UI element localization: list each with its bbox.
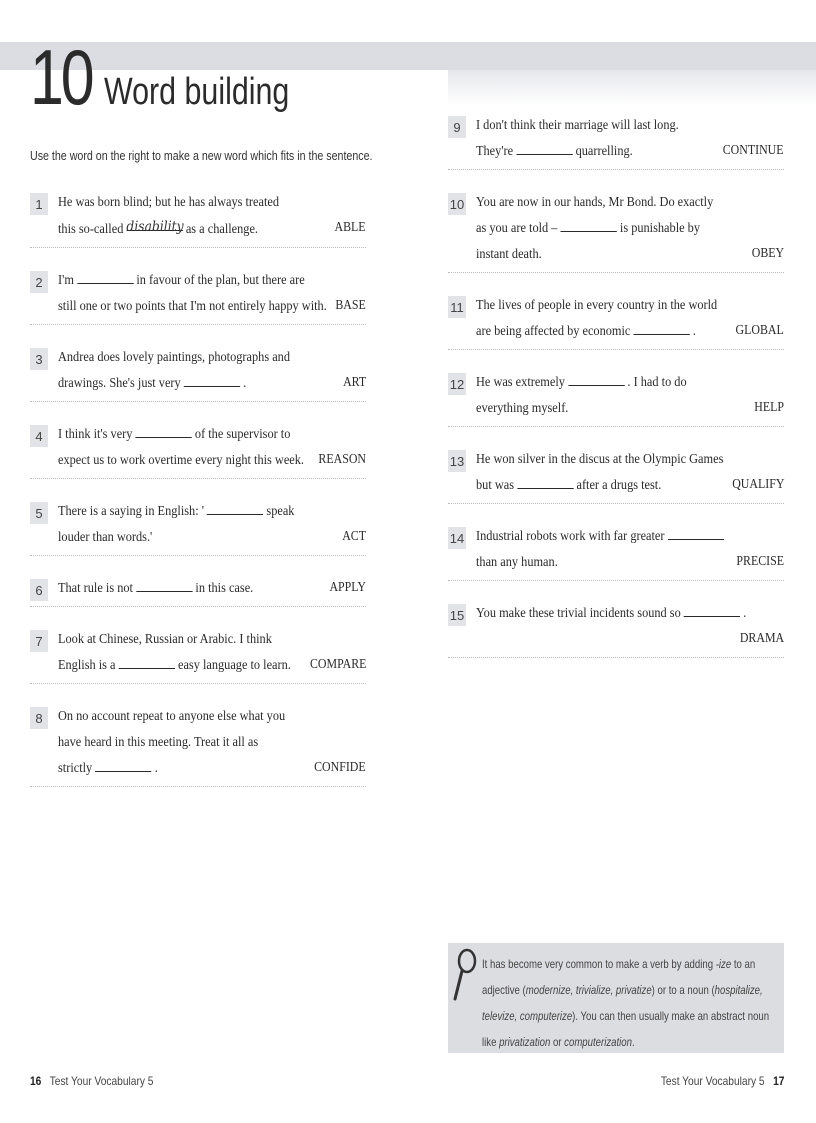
exercise-item <box>448 524 784 581</box>
left-page-number: 16 <box>30 1074 42 1088</box>
keyword: GLOBAL <box>735 323 784 338</box>
answer-blank[interactable] <box>517 474 573 489</box>
item-number: 6 <box>30 579 48 601</box>
item-number: 9 <box>448 116 466 138</box>
answer-blank[interactable] <box>95 757 151 772</box>
item-sentence <box>58 345 366 397</box>
tip-example: modernize, trivialize, privatize <box>525 983 652 997</box>
exercise-item <box>30 704 366 787</box>
tip-segment: ) or to a noun ( <box>651 983 715 997</box>
answer-blank[interactable] <box>126 216 184 235</box>
keyword: OBEY <box>751 246 784 261</box>
sentence-line: Industrial robots work with far greater <box>476 524 747 550</box>
keyword: ART <box>342 375 366 390</box>
exercise-item <box>30 190 366 248</box>
exercise-item <box>30 627 366 684</box>
sentence-line: Look at Chinese, Russian or Arabic. I think <box>58 632 272 647</box>
exercise-item <box>30 345 366 402</box>
answer-blank[interactable] <box>184 372 240 387</box>
tip-example: hospitalize, televize, computerize <box>482 983 763 1023</box>
sentence-line: have heard in this meeting. Treat it all as <box>58 735 259 750</box>
sentence-line: I don't think their marriage will last long. <box>476 118 679 133</box>
handwritten-answer: disability <box>126 219 184 235</box>
chapter-heading <box>30 33 336 121</box>
answer-blank[interactable] <box>568 371 624 386</box>
right-book-title: Test Your Vocabulary 5 <box>660 1074 765 1088</box>
item-number: 3 <box>30 348 48 370</box>
instruction-text: Use the word on the right to make a new word which fits in the sentence. <box>30 148 373 163</box>
footer-left <box>30 1074 153 1088</box>
left-exercise-column <box>30 190 366 807</box>
keyword: DRAMA <box>739 631 784 646</box>
sentence-line: He was extremely . I had to do <box>476 370 747 396</box>
tip-example: -ize <box>715 957 732 971</box>
item-number: 14 <box>448 527 466 549</box>
sentence-line: instant death. <box>476 247 542 262</box>
item-sentence <box>58 422 366 474</box>
sentence-line: He was born blind; but he has always treated <box>58 195 280 210</box>
item-sentence <box>476 601 784 653</box>
answer-blank[interactable] <box>136 577 192 592</box>
exercise-item <box>448 113 784 170</box>
keyword: ACT <box>342 529 366 544</box>
answer-blank[interactable] <box>77 269 133 284</box>
answer-blank[interactable] <box>684 602 740 617</box>
sentence-line: Andrea does lovely paintings, photographs and <box>58 350 290 365</box>
item-number: 15 <box>448 604 466 626</box>
tip-segment: to an adjective ( <box>482 957 756 997</box>
answer-blank[interactable] <box>207 500 263 515</box>
item-sentence <box>476 293 784 345</box>
item-sentence <box>58 268 366 320</box>
sentence-line: English is a easy language to learn. <box>58 653 329 679</box>
answer-blank[interactable] <box>561 217 617 232</box>
item-number: 12 <box>448 373 466 395</box>
item-number: 13 <box>448 450 466 472</box>
item-sentence <box>476 370 784 422</box>
chapter-number: 10 <box>30 33 92 121</box>
item-number: 4 <box>30 425 48 447</box>
sentence-line: I think it's very of the supervisor to <box>58 422 329 448</box>
answer-blank[interactable] <box>136 423 192 438</box>
right-page-number: 17 <box>772 1074 784 1088</box>
item-number: 5 <box>30 502 48 524</box>
item-sentence <box>58 704 366 782</box>
sentence-line: I'm in favour of the plan, but there are <box>58 268 329 294</box>
right-exercise-column <box>448 113 784 678</box>
item-number: 2 <box>30 271 48 293</box>
sentence-line: are being affected by economic . <box>476 319 747 345</box>
exercise-item <box>30 499 366 556</box>
item-sentence <box>58 499 366 551</box>
keyword: APPLY <box>329 580 366 595</box>
sentence-line: drawings. She's just very . <box>58 371 329 397</box>
answer-blank[interactable] <box>119 654 175 669</box>
sentence-line: everything myself. <box>476 401 569 416</box>
keyword: CONTINUE <box>723 143 784 158</box>
tip-example: privatization <box>499 1035 551 1049</box>
sentence-line: They're quarrelling. <box>476 139 747 165</box>
sentence-line: strictly . <box>58 756 329 782</box>
exercise-item <box>448 447 784 504</box>
top-band-right <box>448 70 816 106</box>
sentence-line: than any human. <box>476 555 558 570</box>
item-sentence <box>58 576 366 602</box>
sentence-line: On no account repeat to anyone else what you <box>58 709 286 724</box>
item-number: 10 <box>448 193 466 215</box>
keyword: COMPARE <box>309 657 366 672</box>
sentence-line: louder than words.' <box>58 530 153 545</box>
keyword: HELP <box>754 400 784 415</box>
keyword: PRECISE <box>736 554 784 569</box>
exercise-item <box>30 576 366 607</box>
item-number: 7 <box>30 630 48 652</box>
left-book-title: Test Your Vocabulary 5 <box>49 1074 154 1088</box>
item-sentence <box>476 447 784 499</box>
exercise-item <box>448 370 784 427</box>
item-number: 8 <box>30 707 48 729</box>
answer-blank[interactable] <box>668 525 724 540</box>
exercise-item <box>448 601 784 658</box>
chapter-title: Word building <box>104 71 290 113</box>
item-sentence <box>476 190 784 268</box>
tip-segment: or <box>550 1035 565 1049</box>
tip-segment: It has become very common to make a verb by adding <box>482 957 716 971</box>
item-number: 11 <box>448 296 466 318</box>
magnifier-icon <box>450 947 478 1007</box>
item-number: 1 <box>30 193 48 215</box>
tip-box <box>448 943 784 1053</box>
exercise-item <box>30 422 366 479</box>
sentence-line: That rule is not in this case. <box>58 576 329 602</box>
sentence-line: There is a saying in English: ' speak <box>58 499 329 525</box>
sentence-line: this so-called disability as a challenge. <box>58 216 329 243</box>
exercise-item <box>448 190 784 273</box>
keyword: CONFIDE <box>314 760 366 775</box>
keyword: QUALIFY <box>731 477 784 492</box>
item-sentence <box>58 627 366 679</box>
answer-blank[interactable] <box>516 140 572 155</box>
item-sentence <box>58 190 366 243</box>
sentence-line: You are now in our hands, Mr Bond. Do exactly <box>476 195 714 210</box>
item-sentence <box>476 524 784 576</box>
keyword: ABLE <box>334 220 366 235</box>
sentence-line: expect us to work overtime every night this week. <box>58 453 305 468</box>
sentence-line: still one or two points that I'm not entirely happy with. <box>58 299 327 314</box>
keyword: BASE <box>335 298 366 313</box>
sentence-line: You make these trivial incidents sound so . <box>476 601 747 627</box>
sentence-line: He won silver in the discus at the Olympic Games <box>476 452 724 467</box>
item-sentence <box>476 113 784 165</box>
keyword: REASON <box>318 452 366 467</box>
tip-example: computerization <box>564 1035 632 1049</box>
tip-text <box>482 951 778 1055</box>
answer-blank[interactable] <box>633 320 689 335</box>
tip-segment: ). You can then usually make an abstract noun like <box>482 1009 770 1049</box>
exercise-item <box>30 268 366 325</box>
tip-segment: . <box>631 1035 635 1049</box>
sentence-line: but was after a drugs test. <box>476 473 747 499</box>
sentence-line: as you are told – is punishable by <box>476 216 747 242</box>
footer-right <box>660 1074 784 1088</box>
exercise-item <box>448 293 784 350</box>
sentence-line: The lives of people in every country in the world <box>476 298 718 313</box>
